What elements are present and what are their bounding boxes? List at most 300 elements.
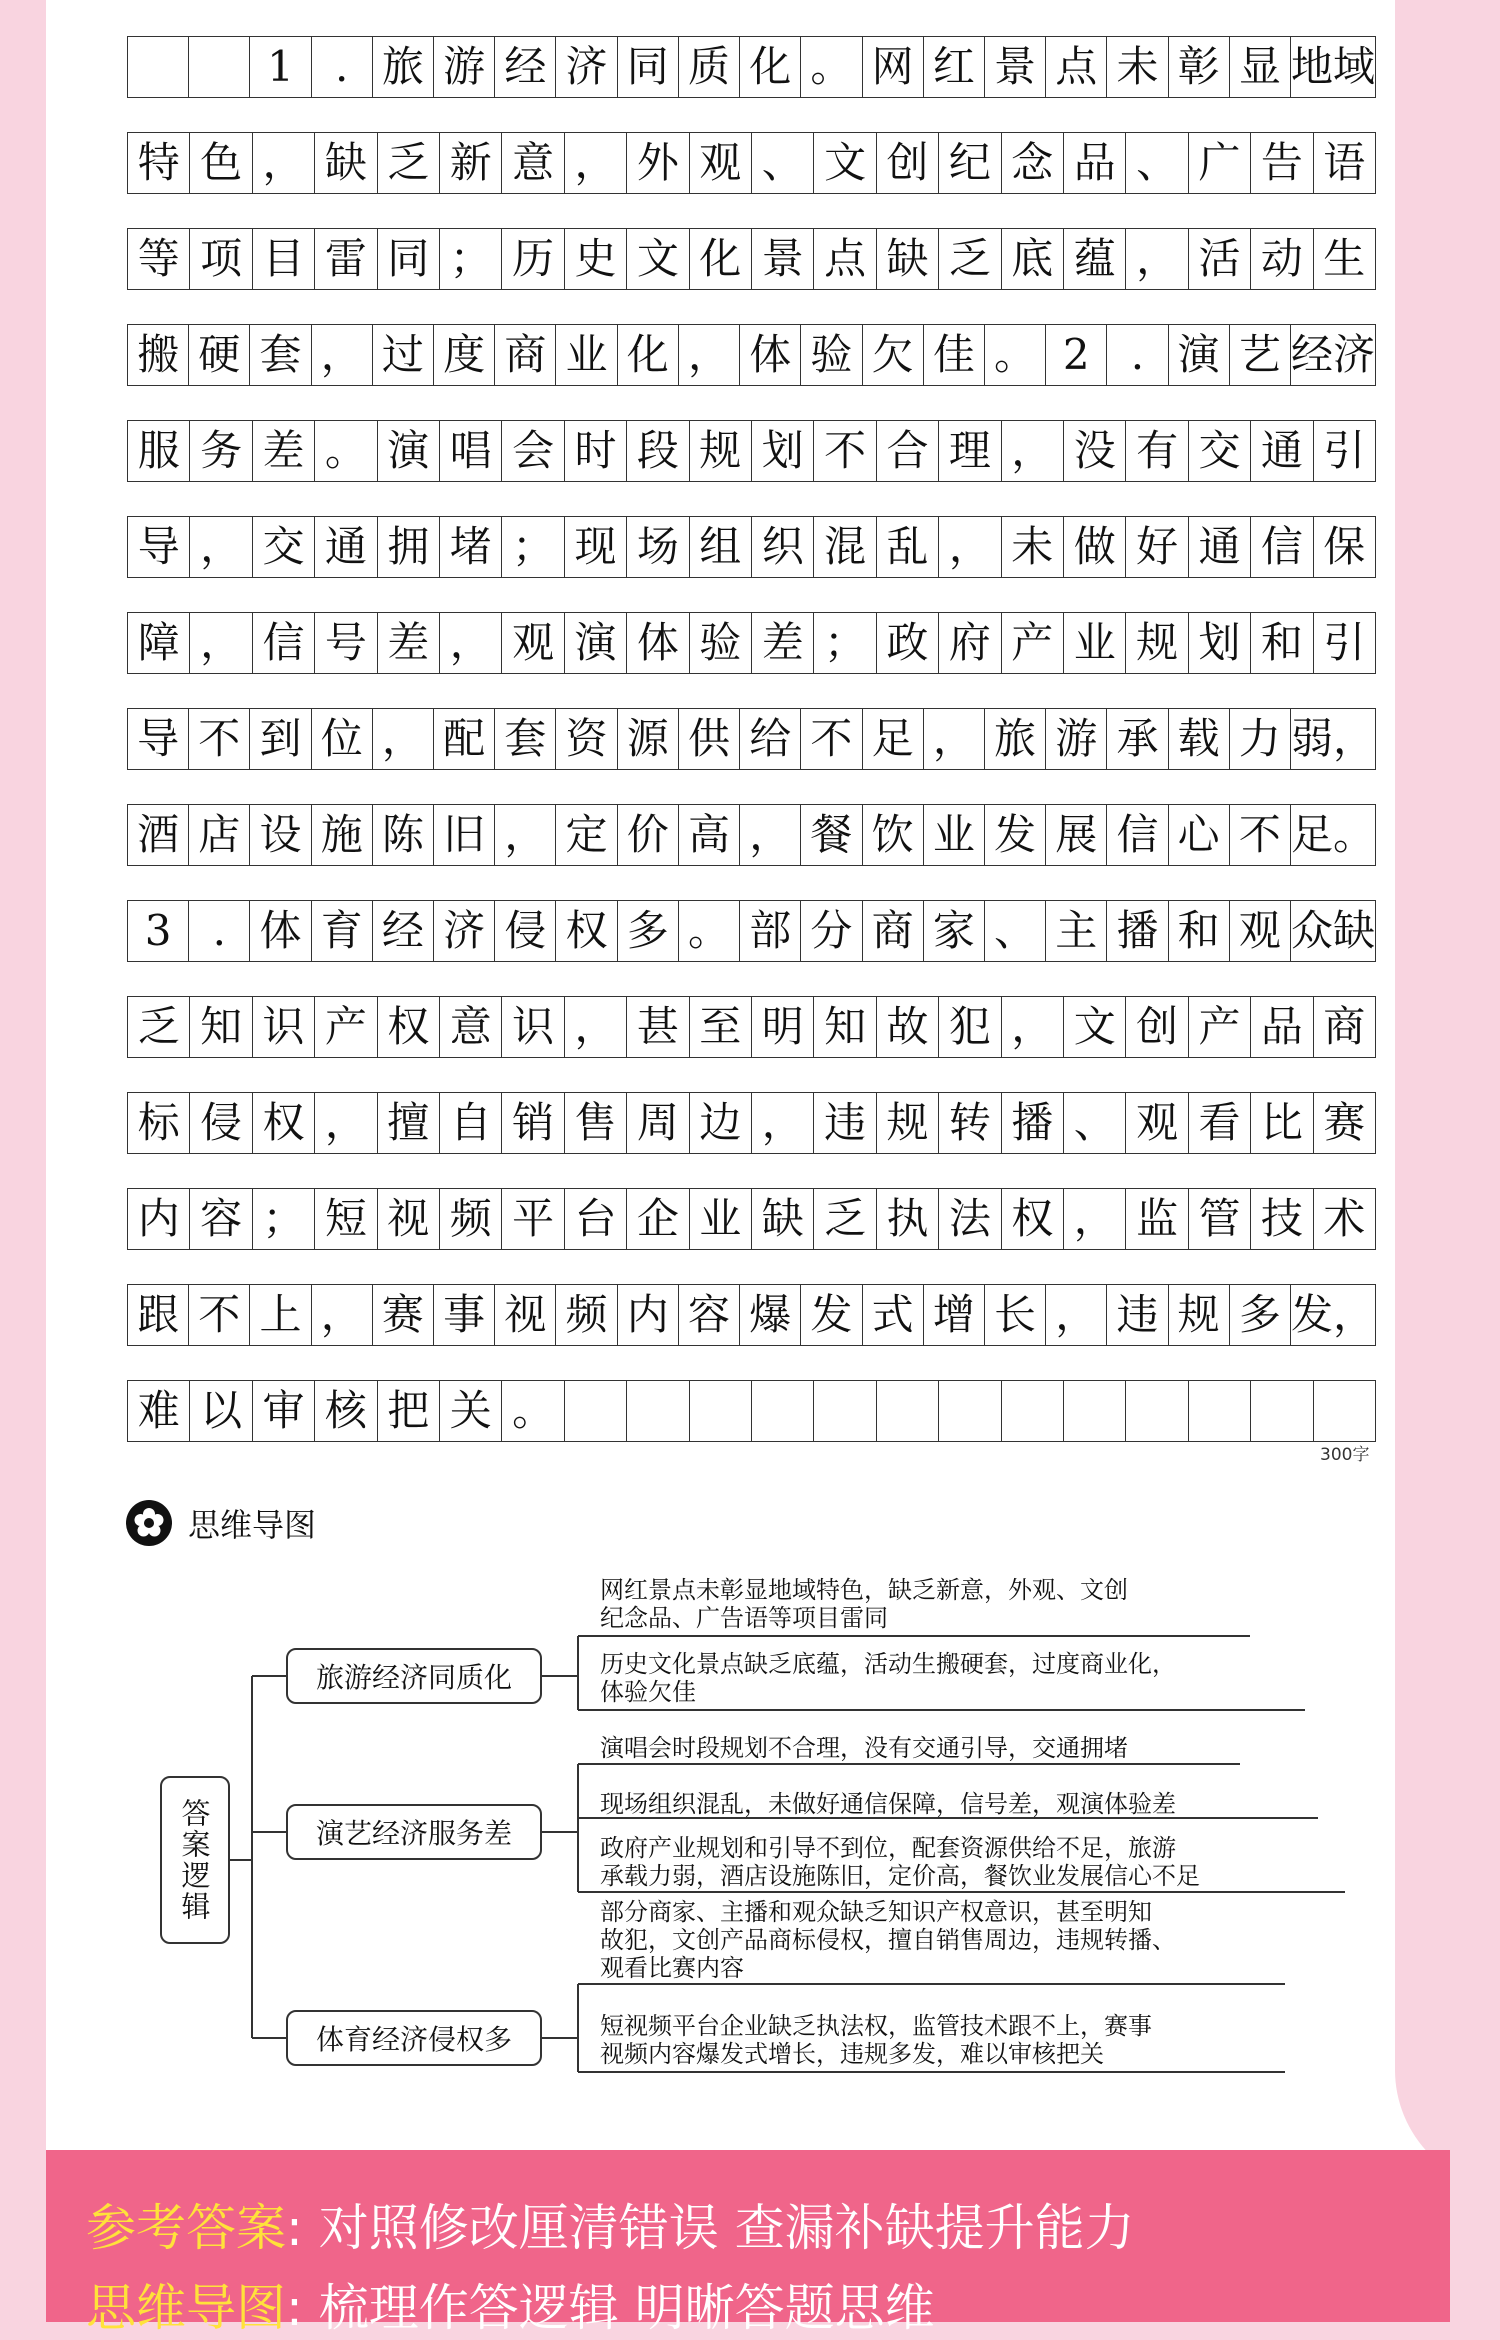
grid-cell: 等 <box>128 229 190 289</box>
grid-cell: 审 <box>253 1381 315 1441</box>
grid-cell: 体 <box>627 613 689 673</box>
grid-cell: 点 <box>1046 37 1107 97</box>
grid-cell: 定 <box>556 805 617 865</box>
grid-cell: 信 <box>1251 517 1313 577</box>
grid-cell: 现 <box>565 517 627 577</box>
grid-cell: 明 <box>752 997 814 1057</box>
grid-cell: 主 <box>1046 901 1107 961</box>
grid-cell: 业 <box>556 325 617 385</box>
grid-cell: . <box>189 901 250 961</box>
grid-cell: 、 <box>1064 1093 1126 1153</box>
grid-cell: 给 <box>740 709 801 769</box>
grid-cell: 质 <box>679 37 740 97</box>
word-count: 300字 <box>1320 1445 1370 1465</box>
grid-cell: 底 <box>1002 229 1064 289</box>
grid-cell: 管 <box>1189 1189 1251 1249</box>
grid-cell: ； <box>440 229 502 289</box>
grid-cell: 地域 <box>1291 37 1376 97</box>
grid-cell: 识 <box>502 997 564 1057</box>
grid-cell: ， <box>1002 421 1064 481</box>
grid-cell: 容 <box>679 1285 740 1345</box>
grid-cell: ， <box>1064 1189 1126 1249</box>
grid-cell: 高 <box>679 805 740 865</box>
grid-cell: ， <box>1126 229 1188 289</box>
grid-cell: ， <box>924 709 985 769</box>
banner-text-mindmap: : 梳理作答逻辑 明晰答题思维 <box>286 2279 935 2337</box>
grid-cell: ， <box>190 517 252 577</box>
grid-cell: 难 <box>128 1381 190 1441</box>
grid-cell: 游 <box>1046 709 1107 769</box>
grid-cell: 规 <box>877 1093 939 1153</box>
grid-cell: 动 <box>1251 229 1313 289</box>
mindmap-root: 答案逻辑 <box>160 1776 230 1944</box>
grid-cell: 业 <box>1064 613 1126 673</box>
grid-cell: 差 <box>752 613 814 673</box>
grid-cell: 价 <box>618 805 679 865</box>
branch-performance: 演艺经济服务差 <box>286 1804 542 1860</box>
grid-cell: 项 <box>190 229 252 289</box>
grid-cell: 组 <box>690 517 752 577</box>
leaf-tourism-2: 历史文化景点缺乏底蕴，活动生搬硬套，过度商业化， 体验欠佳 <box>600 1650 1176 1706</box>
grid-cell: 混 <box>814 517 876 577</box>
grid-cell: ； <box>253 1189 315 1249</box>
grid-cell: ， <box>253 133 315 193</box>
grid-cell: 意 <box>502 133 564 193</box>
grid-cell: 同 <box>618 37 679 97</box>
grid-cell: 政 <box>877 613 939 673</box>
grid-cell: 企 <box>627 1189 689 1249</box>
grid-cell: 知 <box>814 997 876 1057</box>
grid-cell: 产 <box>1002 613 1064 673</box>
grid-cell: 济 <box>556 37 617 97</box>
grid-cell: 活 <box>1189 229 1251 289</box>
grid-cell: 技 <box>1251 1189 1313 1249</box>
grid-cell: 违 <box>1107 1285 1168 1345</box>
grid-cell: 显 <box>1230 37 1291 97</box>
grid-cell: 业 <box>924 805 985 865</box>
grid-cell: 饮 <box>863 805 924 865</box>
promo-banner <box>46 2150 1450 2337</box>
grid-cell: 式 <box>863 1285 924 1345</box>
grid-cell: 导 <box>128 517 190 577</box>
grid-cell: ； <box>502 517 564 577</box>
grid-cell: 红 <box>924 37 985 97</box>
grid-cell: 。 <box>679 901 740 961</box>
grid-cell: 缺 <box>752 1189 814 1249</box>
grid-cell: 演 <box>378 421 440 481</box>
grid-cell: 权 <box>1002 1189 1064 1249</box>
grid-cell: 有 <box>1126 421 1188 481</box>
grid-cell: 理 <box>939 421 1001 481</box>
grid-cell: 目 <box>253 229 315 289</box>
leaf-performance-1: 演唱会时段规划不合理，没有交通引导，交通拥堵 <box>600 1734 1128 1762</box>
grid-cell: 外 <box>627 133 689 193</box>
grid-cell: 段 <box>627 421 689 481</box>
grid-cell: 违 <box>814 1093 876 1153</box>
grid-cell: 生 <box>1314 229 1376 289</box>
grid-cell: 不 <box>189 709 250 769</box>
grid-cell: 不 <box>1230 805 1291 865</box>
grid-cell: ， <box>312 325 373 385</box>
grid-cell: 频 <box>556 1285 617 1345</box>
grid-cell: 过 <box>373 325 434 385</box>
grid-cell: 甚 <box>627 997 689 1057</box>
grid-cell: 2 <box>1046 325 1107 385</box>
grid-cell: 引 <box>1314 421 1376 481</box>
grid-cell: 售 <box>565 1093 627 1153</box>
grid-cell: 侵 <box>190 1093 252 1153</box>
grid-cell: 点 <box>814 229 876 289</box>
grid-cell: 增 <box>924 1285 985 1345</box>
grid-cell: 商 <box>863 901 924 961</box>
grid-cell: 、 <box>1126 133 1188 193</box>
grid-cell: 商 <box>1314 997 1376 1057</box>
grid-cell: 弱， <box>1291 709 1376 769</box>
grid-cell: 不 <box>814 421 876 481</box>
grid-cell: 好 <box>1126 517 1188 577</box>
grid-cell: 乱 <box>877 517 939 577</box>
leaf-sports-1: 部分商家、主播和观众缺乏知识产权意识，甚至明知 故犯，文创产品商标侵权，擅自销售周边，违规转播、 观看比赛内容 <box>600 1898 1176 1982</box>
grid-cell: 品 <box>1064 133 1126 193</box>
grid-cell: 边 <box>690 1093 752 1153</box>
banner-text-answer: : 对照修改厘清错误 查漏补缺提升能力 <box>286 2199 1135 2257</box>
grid-cell: 不 <box>189 1285 250 1345</box>
grid-cell: 品 <box>1251 997 1313 1057</box>
grid-cell: ， <box>565 997 627 1057</box>
grid-cell: ， <box>740 805 801 865</box>
grid-cell: 。 <box>502 1381 564 1441</box>
grid-cell: 识 <box>253 997 315 1057</box>
grid-cell: 转 <box>939 1093 1001 1153</box>
grid-cell: 意 <box>440 997 502 1057</box>
grid-cell: 容 <box>190 1189 252 1249</box>
grid-cell: ， <box>495 805 556 865</box>
grid-cell: 众缺 <box>1291 901 1376 961</box>
grid-cell: 景 <box>985 37 1046 97</box>
grid-cell: 场 <box>627 517 689 577</box>
grid-cell: 犯 <box>939 997 1001 1057</box>
grid-cell: 内 <box>618 1285 679 1345</box>
grid-cell: 硬 <box>189 325 250 385</box>
grid-cell: ， <box>440 613 502 673</box>
grid-cell: 历 <box>502 229 564 289</box>
grid-cell: 度 <box>434 325 495 385</box>
grid-cell: 上 <box>250 1285 311 1345</box>
grid-cell: 擅 <box>378 1093 440 1153</box>
grid-cell: 播 <box>1107 901 1168 961</box>
grid-cell: 分 <box>801 901 862 961</box>
grid-cell: 艺 <box>1230 325 1291 385</box>
grid-cell: 1 <box>250 37 311 97</box>
grid-cell: 差 <box>253 421 315 481</box>
grid-cell: 。 <box>801 37 862 97</box>
grid-cell: 平 <box>502 1189 564 1249</box>
grid-cell: ， <box>373 709 434 769</box>
grid-cell: 会 <box>502 421 564 481</box>
grid-cell: 商 <box>495 325 556 385</box>
grid-cell: 验 <box>690 613 752 673</box>
grid-cell: 以 <box>190 1381 252 1441</box>
grid-cell: 观 <box>502 613 564 673</box>
grid-cell: 权 <box>253 1093 315 1153</box>
grid-cell: 游 <box>434 37 495 97</box>
grid-cell: 多 <box>618 901 679 961</box>
grid-cell: 济 <box>434 901 495 961</box>
grid-cell: 演 <box>565 613 627 673</box>
grid-cell: 旅 <box>985 709 1046 769</box>
leaf-performance-2: 现场组织混乱，未做好通信保障，信号差，观演体验差 <box>600 1790 1176 1818</box>
grid-cell: . <box>312 37 373 97</box>
grid-cell: ， <box>190 613 252 673</box>
grid-cell: 和 <box>1169 901 1230 961</box>
grid-cell: 体 <box>250 901 311 961</box>
grid-cell: 纪 <box>939 133 1001 193</box>
branch-tourism: 旅游经济同质化 <box>286 1648 542 1704</box>
grid-cell: 足。 <box>1291 805 1376 865</box>
grid-cell: 家 <box>924 901 985 961</box>
grid-cell: 化 <box>740 37 801 97</box>
grid-cell: 和 <box>1251 613 1313 673</box>
grid-cell: 内 <box>128 1189 190 1249</box>
grid-cell: 时 <box>565 421 627 481</box>
grid-cell: 堵 <box>440 517 502 577</box>
grid-cell: 新 <box>440 133 502 193</box>
branch-sports: 体育经济侵权多 <box>286 2010 542 2066</box>
grid-cell: 侵 <box>495 901 556 961</box>
grid-cell: 关 <box>440 1381 502 1441</box>
grid-cell: 到 <box>250 709 311 769</box>
grid-cell: 台 <box>565 1189 627 1249</box>
grid-cell: . <box>1107 325 1168 385</box>
grid-cell: 府 <box>939 613 1001 673</box>
grid-cell: 经济 <box>1291 325 1376 385</box>
grid-cell: ， <box>1002 997 1064 1057</box>
grid-cell: 周 <box>627 1093 689 1153</box>
grid-cell: 执 <box>877 1189 939 1249</box>
grid-cell: 欠 <box>863 325 924 385</box>
grid-cell: 酒 <box>128 805 189 865</box>
grid-cell: 权 <box>556 901 617 961</box>
grid-cell: 视 <box>378 1189 440 1249</box>
grid-cell: 保 <box>1314 517 1376 577</box>
grid-cell: 事 <box>434 1285 495 1345</box>
grid-cell: 店 <box>189 805 250 865</box>
grid-cell: 、 <box>985 901 1046 961</box>
grid-cell: ； <box>814 613 876 673</box>
grid-cell: 做 <box>1064 517 1126 577</box>
grid-cell: 创 <box>877 133 939 193</box>
grid-cell: 彰 <box>1169 37 1230 97</box>
grid-cell: 特 <box>128 133 190 193</box>
grid-cell: 划 <box>752 421 814 481</box>
grid-cell: 展 <box>1046 805 1107 865</box>
grid-cell: 陈 <box>373 805 434 865</box>
grid-cell: 跟 <box>128 1285 189 1345</box>
grid-cell: 号 <box>315 613 377 673</box>
grid-cell: ， <box>315 1093 377 1153</box>
grid-cell: 载 <box>1169 709 1230 769</box>
grid-cell: 旧 <box>434 805 495 865</box>
grid-cell: 力 <box>1230 709 1291 769</box>
grid-cell: 旅 <box>373 37 434 97</box>
grid-cell: 频 <box>440 1189 502 1249</box>
grid-cell: 3 <box>128 901 189 961</box>
grid-cell: 引 <box>1314 613 1376 673</box>
grid-cell: 划 <box>1189 613 1251 673</box>
grid-cell: 爆 <box>740 1285 801 1345</box>
grid-cell: 发 <box>801 1285 862 1345</box>
grid-cell: 术 <box>1314 1189 1376 1249</box>
grid-cell: 未 <box>1107 37 1168 97</box>
grid-cell: 交 <box>253 517 315 577</box>
grid-cell: 知 <box>190 997 252 1057</box>
grid-cell: 景 <box>752 229 814 289</box>
grid-cell: 心 <box>1169 805 1230 865</box>
grid-cell: 核 <box>315 1381 377 1441</box>
grid-cell: 观 <box>690 133 752 193</box>
grid-cell: 务 <box>190 421 252 481</box>
grid-cell: 语 <box>1314 133 1376 193</box>
grid-cell: ， <box>312 1285 373 1345</box>
grid-cell: 销 <box>502 1093 564 1153</box>
grid-cell: 体 <box>740 325 801 385</box>
grid-cell: 史 <box>565 229 627 289</box>
grid-cell: 服 <box>128 421 190 481</box>
grid-cell: 广 <box>1189 133 1251 193</box>
grid-cell: 蕴 <box>1064 229 1126 289</box>
grid-cell: 足 <box>863 709 924 769</box>
grid-cell: 资 <box>556 709 617 769</box>
grid-cell: 搬 <box>128 325 189 385</box>
grid-cell: 产 <box>315 997 377 1057</box>
grid-cell: 化 <box>618 325 679 385</box>
grid-cell: 赛 <box>373 1285 434 1345</box>
grid-cell: 色 <box>190 133 252 193</box>
grid-cell: 故 <box>877 997 939 1057</box>
banner-key-mindmap: 思维导图 <box>86 2279 286 2337</box>
grid-cell: 位 <box>312 709 373 769</box>
grid-cell: 多 <box>1230 1285 1291 1345</box>
grid-cell: 赛 <box>1314 1093 1376 1153</box>
grid-cell: 播 <box>1002 1093 1064 1153</box>
grid-cell: 创 <box>1126 997 1188 1057</box>
grid-cell: 织 <box>752 517 814 577</box>
grid-cell: 视 <box>495 1285 556 1345</box>
grid-cell: 、 <box>752 133 814 193</box>
grid-cell: 经 <box>495 37 556 97</box>
grid-cell: 业 <box>690 1189 752 1249</box>
grid-cell: ， <box>1046 1285 1107 1345</box>
grid-cell: 法 <box>939 1189 1001 1249</box>
grid-cell: 文 <box>814 133 876 193</box>
grid-cell: 。 <box>315 421 377 481</box>
grid-cell: 配 <box>434 709 495 769</box>
grid-cell: 发 <box>985 805 1046 865</box>
grid-cell: 通 <box>1189 517 1251 577</box>
leaf-sports-2: 短视频平台企业缺乏执法权，监管技术跟不上，赛事 视频内容爆发式增长，违规多发，难以审核把关 <box>600 2012 1152 2068</box>
grid-cell: 供 <box>679 709 740 769</box>
grid-cell: 短 <box>315 1189 377 1249</box>
grid-cell: 观 <box>1126 1093 1188 1153</box>
grid-cell: 演 <box>1169 325 1230 385</box>
grid-cell: 佳 <box>924 325 985 385</box>
grid-cell: 没 <box>1064 421 1126 481</box>
grid-cell: 源 <box>618 709 679 769</box>
banner-key-answer: 参考答案 <box>86 2199 286 2257</box>
grid-cell: 套 <box>250 325 311 385</box>
grid-cell: 施 <box>312 805 373 865</box>
grid-cell: 缺 <box>877 229 939 289</box>
grid-cell: 告 <box>1251 133 1313 193</box>
grid-cell: 化 <box>690 229 752 289</box>
grid-cell: 育 <box>312 901 373 961</box>
grid-cell: 交 <box>1189 421 1251 481</box>
grid-cell: 自 <box>440 1093 502 1153</box>
grid-cell: 乏 <box>378 133 440 193</box>
banner-line-answer <box>86 2188 1135 2260</box>
grid-cell: 承 <box>1107 709 1168 769</box>
grid-cell: ， <box>565 133 627 193</box>
grid-cell: 缺 <box>315 133 377 193</box>
grid-cell: 通 <box>1251 421 1313 481</box>
grid-cell: 标 <box>128 1093 190 1153</box>
banner-line-mindmap <box>86 2268 935 2340</box>
grid-cell: 雷 <box>315 229 377 289</box>
grid-cell: 文 <box>1064 997 1126 1057</box>
grid-cell: 乏 <box>814 1189 876 1249</box>
grid-cell: 通 <box>315 517 377 577</box>
grid-cell: 网 <box>863 37 924 97</box>
grid-cell: 乏 <box>128 997 190 1057</box>
grid-cell: 权 <box>378 997 440 1057</box>
leaf-performance-3: 政府产业规划和引导不到位，配套资源供给不足，旅游 承载力弱，酒店设施陈旧，定价高，餐饮业发展信心不足 <box>600 1834 1200 1890</box>
grid-cell: 发， <box>1291 1285 1376 1345</box>
grid-cell: 乏 <box>939 229 1001 289</box>
grid-cell: 。 <box>985 325 1046 385</box>
grid-cell: 规 <box>1126 613 1188 673</box>
grid-cell: 至 <box>690 997 752 1057</box>
grid-cell: 规 <box>1169 1285 1230 1345</box>
grid-cell: 套 <box>495 709 556 769</box>
grid-cell: 同 <box>378 229 440 289</box>
grid-cell: 差 <box>378 613 440 673</box>
grid-cell: 导 <box>128 709 189 769</box>
grid-cell: 未 <box>1002 517 1064 577</box>
grid-cell: 看 <box>1189 1093 1251 1153</box>
grid-cell: 把 <box>378 1381 440 1441</box>
grid-cell: ， <box>752 1093 814 1153</box>
grid-cell: 监 <box>1126 1189 1188 1249</box>
grid-cell: 经 <box>373 901 434 961</box>
grid-cell: 障 <box>128 613 190 673</box>
grid-cell: 念 <box>1002 133 1064 193</box>
grid-cell: 不 <box>801 709 862 769</box>
grid-cell: 唱 <box>440 421 502 481</box>
grid-cell: ， <box>939 517 1001 577</box>
grid-cell: 餐 <box>801 805 862 865</box>
grid-cell: 观 <box>1230 901 1291 961</box>
grid-cell: 设 <box>250 805 311 865</box>
grid-cell: 产 <box>1189 997 1251 1057</box>
grid-cell: 合 <box>877 421 939 481</box>
grid-cell: 信 <box>253 613 315 673</box>
leaf-tourism-1: 网红景点未彰显地域特色，缺乏新意，外观、文创 纪念品、广告语等项目雷同 <box>600 1576 1128 1632</box>
grid-cell: 规 <box>690 421 752 481</box>
grid-cell: 拥 <box>378 517 440 577</box>
grid-cell: 验 <box>801 325 862 385</box>
grid-cell: 文 <box>627 229 689 289</box>
mindmap-title: 思维导图 <box>188 1506 317 1544</box>
